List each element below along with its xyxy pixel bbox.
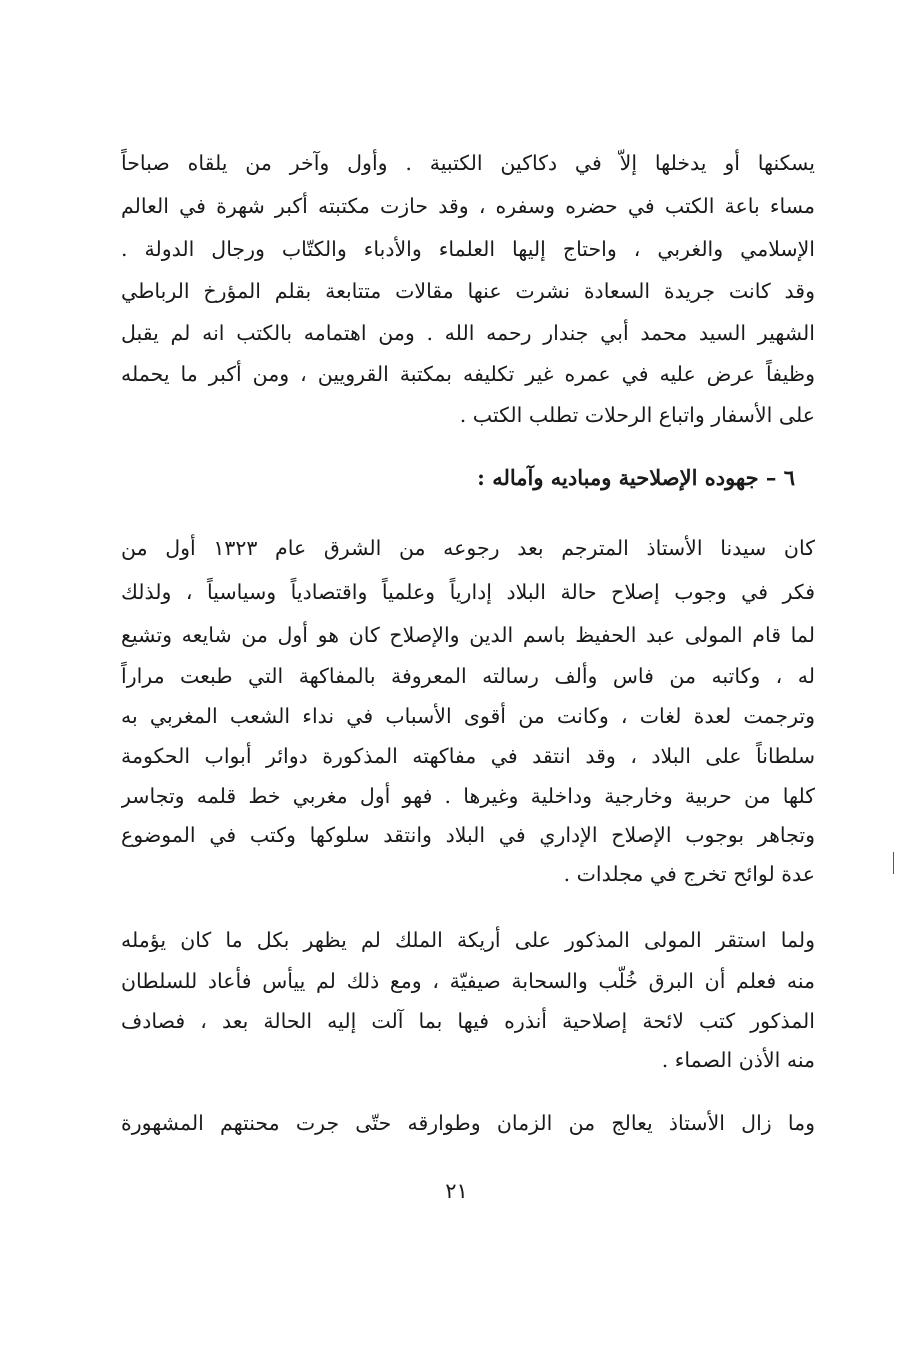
paragraph-1-line-3: الإسلامي والغربي ، واحتاج إليها العلماء والأدباء والكتّاب ورجال الدولة . — [121, 237, 815, 261]
paragraph-3-line-1: ولما استقر المولى المذكور على أريكة الملك لم يظهر بكل ما كان يؤمله — [121, 928, 815, 952]
paragraph-2-line-9: عدة لوائح تخرج في مجلدات . — [563, 862, 815, 886]
scan-margin-mark — [893, 852, 894, 874]
paragraph-3-line-3: المذكور كتب لائحة إصلاحية أنذره فيها بما آلت إليه الحالة بعد ، فصادف — [121, 1009, 815, 1033]
paragraph-1-line-6: وظيفاً عرض عليه في عمره غير تكليفه بمكتبة القرويين ، ومن أكبر ما يحمله — [121, 362, 815, 386]
paragraph-1-line-4: وقد كانت جريدة السعادة نشرت عنها مقالات متتابعة بقلم المؤرخ الرباطي — [121, 279, 815, 303]
section-heading: ٦ – جهوده الإصلاحية ومباديه وآماله : — [477, 465, 795, 490]
paragraph-2-line-4: له ، وكاتبه من فاس وألف رسالته المعروفة بالمفاكهة التي طبعت مراراً — [121, 664, 815, 688]
paragraph-2-line-8: وتجاهر بوجوب الإصلاح الإداري في البلاد وانتقد سلوكها وكتب في الموضوع — [121, 823, 815, 847]
page-number: ٢١ — [445, 1179, 468, 1203]
paragraph-2-line-7: كلها من حربية وخارجية وداخلية وغيرها . فهو أول مغربي خط قلمه وتجاسر — [121, 784, 815, 808]
paragraph-1-line-1: يسكنها أو يدخلها إلاّ في دكاكين الكتبية . وأول وآخر من يلقاه صباحاً — [121, 151, 815, 175]
paragraph-2-line-5: وترجمت لعدة لغات ، وكانت من أقوى الأسباب في نداء الشعب المغربي به — [121, 704, 815, 728]
paragraph-1-line-7: على الأسفار واتباع الرحلات تطلب الكتب . — [459, 403, 815, 427]
paragraph-2-line-2: فكر في وجوب إصلاح حالة البلاد إدارياً وعلمياً واقتصادياً وسياسياً ، ولذلك — [121, 580, 815, 604]
paragraph-2-line-1: كان سيدنا الأستاذ المترجم بعد رجوعه من الشرق عام ١٣٢٣ أول من — [121, 536, 815, 560]
paragraph-3-line-4: منه الأذن الصماء . — [661, 1048, 815, 1072]
paragraph-2-line-3: لما قام المولى عبد الحفيظ باسم الدين والإصلاح كان هو أول من شايعه وتشيع — [121, 623, 815, 647]
paragraph-1-line-2: مساء باعة الكتب في حضره وسفره ، وقد حازت مكتبته أكبر شهرة في العالم — [121, 194, 815, 218]
paragraph-4-line-1: وما زال الأستاذ يعالج من الزمان وطوارقه حتّى جرت محنتهم المشهورة — [121, 1111, 815, 1135]
paragraph-3-line-2: منه فعلم أن البرق خُلّب والسحابة صيفيّة ، ومع ذلك لم ييأس فأعاد للسلطان — [121, 969, 815, 993]
paragraph-1-line-5: الشهير السيد محمد أبي جندار رحمه الله . ومن اهتمامه بالكتب انه لم يقبل — [121, 321, 815, 345]
paragraph-2-line-6: سلطاناً على البلاد ، وقد انتقد في مفاكهته المذكورة دوائر أبواب الحكومة — [121, 744, 815, 768]
